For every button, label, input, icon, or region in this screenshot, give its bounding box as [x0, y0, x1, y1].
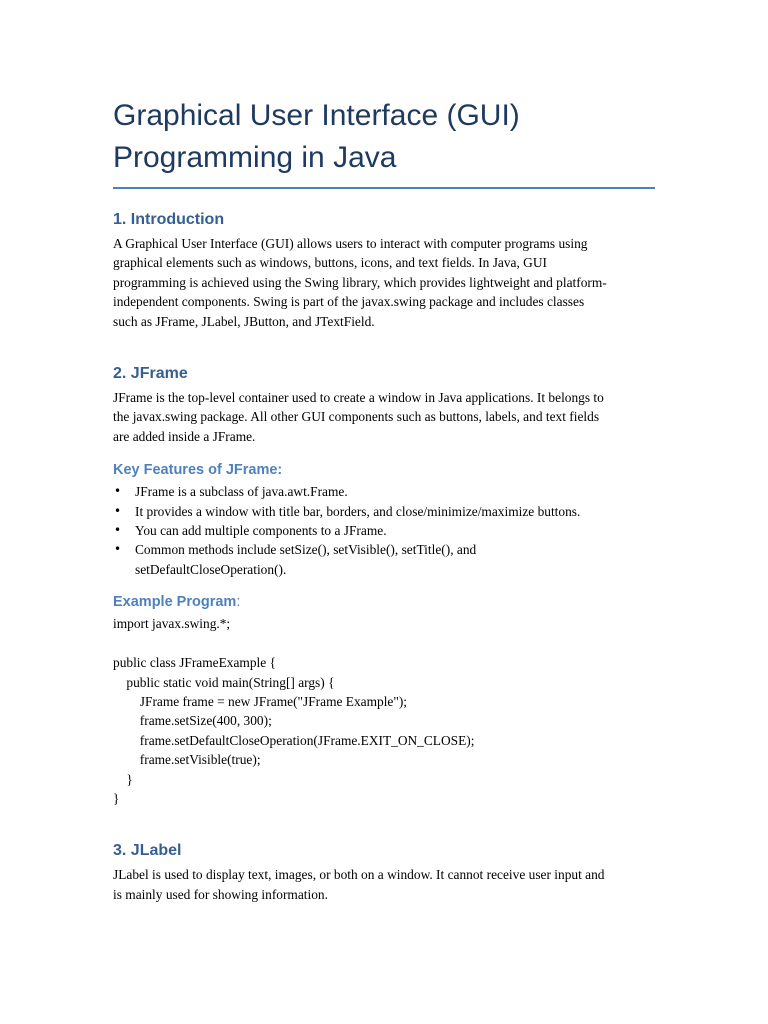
- code-block: [113, 614, 655, 808]
- code-line: frame.setVisible(true);: [113, 752, 261, 768]
- heading-jlabel: 3. JLabel: [113, 842, 182, 860]
- jlabel-line: is mainly used for showing information.: [113, 886, 328, 902]
- list-item: [113, 521, 655, 540]
- features-list: [113, 482, 655, 579]
- bullet-icon: •: [114, 484, 122, 499]
- code-line: public class JFrameExample {: [113, 655, 276, 671]
- code-line: [113, 634, 655, 653]
- code-line: frame.setDefaultCloseOperation(JFrame.EXIT_ON_CLOSE);: [113, 732, 475, 748]
- code-line: }: [113, 790, 120, 806]
- section-jlabel: [113, 841, 655, 904]
- jframe-line: are added inside a JFrame.: [113, 428, 256, 444]
- code-line: import javax.swing.*;: [113, 616, 231, 632]
- intro-line: such as JFrame, JLabel, JButton, and JTextField.: [113, 313, 375, 329]
- code-line: frame.setSize(400, 300);: [113, 713, 272, 729]
- list-item: [113, 502, 655, 521]
- example-heading-colon: :: [236, 594, 241, 611]
- bullet-icon: •: [114, 503, 122, 518]
- jframe-line: the javax.swing package. All other GUI components such as buttons, labels, and text fields: [113, 409, 600, 425]
- code-line: public static void main(String[] args) {: [113, 674, 335, 690]
- jframe-paragraph: [113, 388, 655, 446]
- heading-jframe: 2. JFrame: [113, 365, 188, 383]
- jlabel-line: JLabel is used to display text, images, or both on a window. It cannot receive user input and: [113, 867, 605, 883]
- bullet-icon: •: [114, 523, 122, 538]
- code-line: }: [113, 771, 133, 787]
- list-item: [113, 482, 655, 501]
- heading-key-features: Key Features of JFrame:: [113, 462, 283, 479]
- intro-line: independent components. Swing is part of the javax.swing package and includes classes: [113, 294, 585, 310]
- jframe-line: JFrame is the top-level container used to create a window in Java applications. It belongs to: [113, 390, 604, 406]
- intro-line: programming is achieved using the Swing library, which provides lightweight and platform-: [113, 274, 607, 290]
- intro-paragraph: [113, 234, 655, 331]
- list-item-text: You can add multiple components to a JFrame.: [135, 523, 387, 539]
- intro-line: A Graphical User Interface (GUI) allows users to interact with computer programs using: [113, 236, 588, 251]
- jlabel-paragraph: [113, 865, 655, 904]
- list-item: [113, 540, 655, 579]
- list-item-text: JFrame is a subclass of java.awt.Frame.: [135, 484, 348, 500]
- section-introduction: [113, 210, 655, 331]
- heading-example-program: [113, 592, 655, 612]
- list-item-text: Common methods include setSize(), setVisible(), setTitle(), and: [135, 542, 477, 558]
- document-page: [113, 0, 655, 904]
- list-item-continuation: setDefaultCloseOperation().: [135, 561, 287, 577]
- heading-introduction: 1. Introduction: [113, 211, 225, 228]
- bullet-icon: •: [114, 542, 122, 557]
- title-line-2: Programming in Java: [113, 141, 397, 174]
- section-jframe: [113, 364, 655, 808]
- code-line: JFrame frame = new JFrame("JFrame Example");: [113, 693, 408, 709]
- document-title: [113, 95, 655, 189]
- intro-line: graphical elements such as windows, buttons, icons, and text fields. In Java, GUI: [113, 255, 547, 271]
- example-heading-text: Example Program: [113, 594, 237, 611]
- list-item-text: It provides a window with title bar, borders, and close/minimize/maximize buttons.: [135, 503, 581, 519]
- title-line-1: Graphical User Interface (GUI): [113, 99, 520, 132]
